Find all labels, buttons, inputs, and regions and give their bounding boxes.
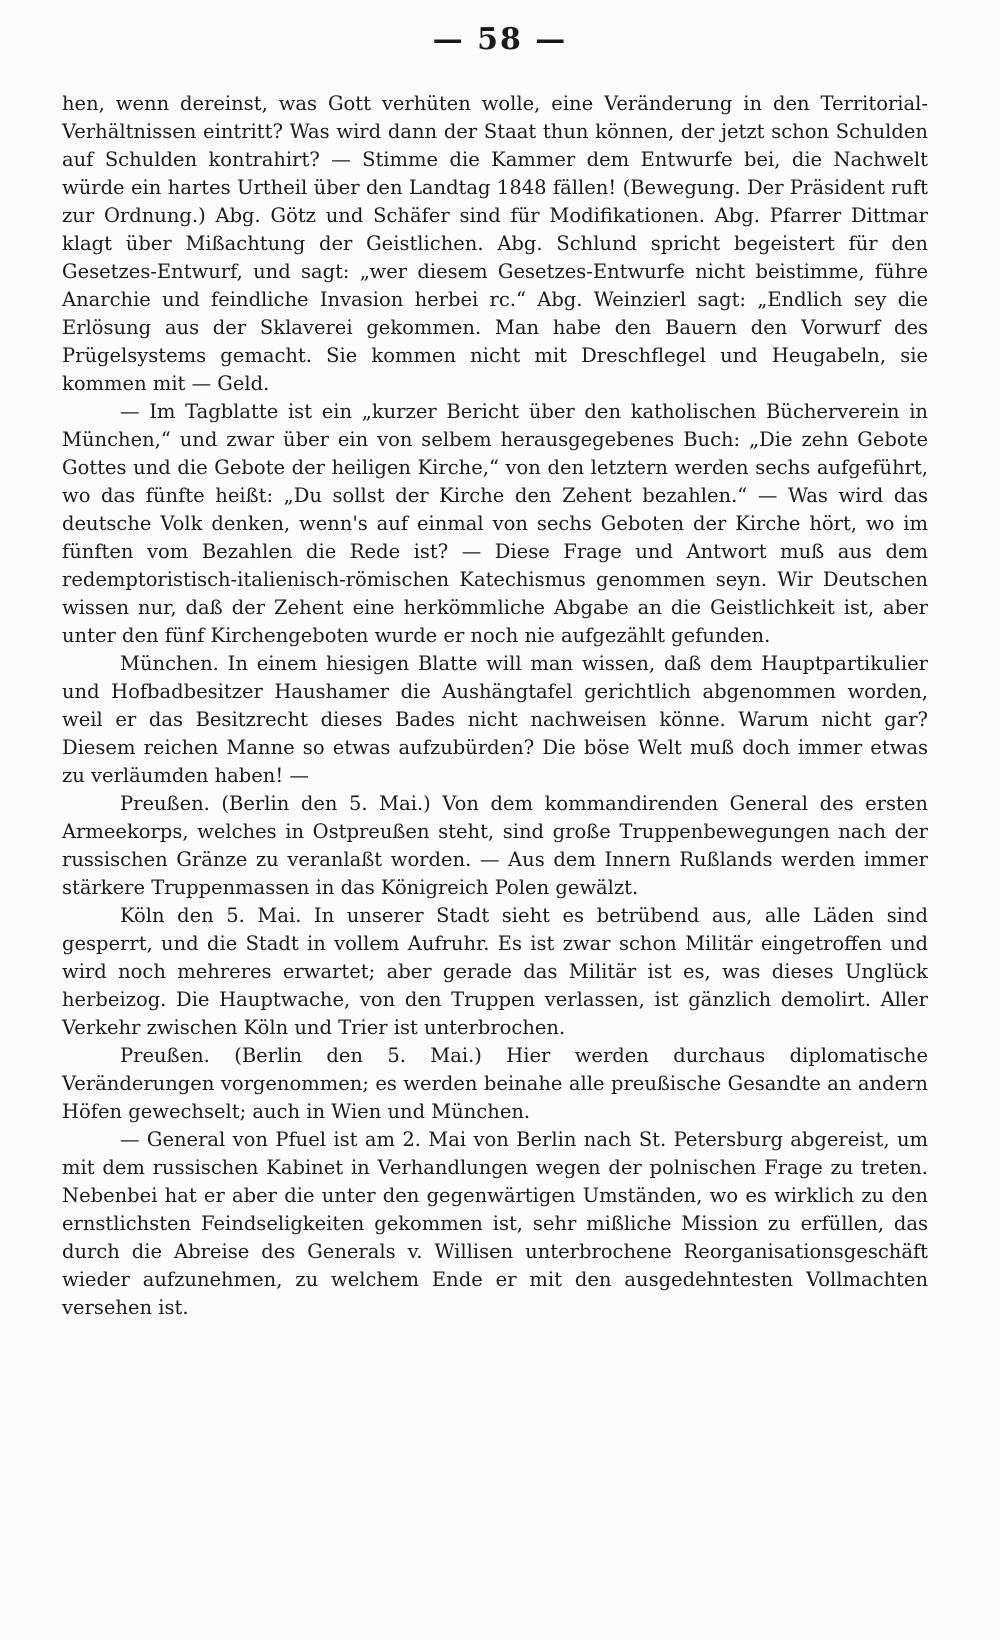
paragraph-preussen-troops: Preußen. (Berlin den 5. Mai.) Von dem kommandirenden General des ersten Armeekorps, welches in Ostpreußen steht, sind große Truppenbewegungen nach der russischen Gränze zu veranlaßt worden. — Aus dem Innern Rußlands werden immer stärkere Truppenmassen in das Königreich Polen gewälzt. xyxy=(62,792,928,899)
paragraph-landtag-debate: hen, wenn dereinst, was Gott verhüten wolle, eine Veränderung in den Territorial-Verhältnissen eintritt? Was wird dann der Staat thun können, der jetzt schon Schulden auf Schulden kontrahirt? — Stimme die Kammer dem Entwurfe bei, die Nachwelt würde ein hartes Urtheil über den Landtag 1848 fällen! (Bewegung. Der Präsident ruft zur Ordnung.) Abg. Götz und Schäfer sind für Modifikationen. Abg. Pfarrer Dittmar klagt über Mißachtung der Geistlichen. Abg. Schlund spricht begeistert für den Gesetzes-Entwurf, und sagt: „wer diesem Gesetzes-Entwurfe nicht beistimme, führe Anarchie und feindliche Invasion herbei rc.“ Abg. Weinzierl sagt: „Endlich sey die Erlösung aus der Sklaverei gekommen. Man habe den Bauern den Vorwurf des Prügelsystems gemacht. Sie kommen nicht mit Dreschflegel und Heugabeln, sie kommen mit — Geld. xyxy=(62,92,928,395)
paragraph-tagblatt-report: — Im Tagblatte ist ein „kurzer Bericht über den katholischen Bücherverein in München,“ und zwar über ein von selbem herausgegebenes Buch: „Die zehn Gebote Gottes und die Gebote der heiligen Kirche,“ von den letztern werden sechs aufgeführt, wo das fünfte heißt: „Du sollst der Kirche den Zehent bezahlen.“ — Was wird das deutsche Volk denken, wenn's auf einmal von sechs Geboten der Kirche hört, wo im fünften vom Bezahlen die Rede ist? — Diese Frage und Antwort muß aus dem redemptoristisch-italienisch-römischen Katechismus genommen seyn. Wir Deutschen wissen nur, daß der Zehent eine herkömmliche Abgabe an die Geistlichkeit ist, aber unter den fünf Kirchengeboten wurde er noch nie aufgezählt gefunden. xyxy=(62,400,928,647)
paragraph-preussen-diplomacy: Preußen. (Berlin den 5. Mai.) Hier werden durchaus diplomatische Veränderungen vorgenommen; es werden beinahe alle preußische Gesandte an andern Höfen gewechselt; auch in Wien und München. xyxy=(62,1044,928,1123)
article-body xyxy=(62,90,928,1322)
paragraph-muenchen: München. In einem hiesigen Blatte will man wissen, daß dem Hauptpartikulier und Hofbadbesitzer Haushamer die Aushängtafel gerichtlich abgenommen worden, weil er das Besitzrecht dieses Bades nicht nachweisen könne. Warum nicht gar? Diesem reichen Manne so etwas aufzubürden? Die böse Welt muß doch immer etwas zu verläumden haben! — xyxy=(62,652,928,787)
paragraph-general-pfuel: — General von Pfuel ist am 2. Mai von Berlin nach St. Petersburg abgereist, um mit dem russischen Kabinet in Verhandlungen wegen der polnischen Frage zu treten. Nebenbei hat er aber die unter den gegenwärtigen Umständen, wo es wirklich zu den ernstlichsten Feindseligkeiten gekommen ist, sehr mißliche Mission zu erfüllen, das durch die Abreise des Generals v. Willisen unterbrochene Reorganisationsgeschäft wieder aufzunehmen, zu welchem Ende er mit den ausgedehntesten Vollmachten versehen ist. xyxy=(62,1128,928,1319)
paragraph-koeln: Köln den 5. Mai. In unserer Stadt sieht es betrübend aus, alle Läden sind gesperrt, und die Stadt in vollem Aufruhr. Es ist zwar schon Militär eingetroffen und wird noch mehreres erwartet; aber gerade das Militär ist es, was dieses Unglück herbeizog. Die Hauptwache, von den Truppen verlassen, ist gänzlich demolirt. Aller Verkehr zwischen Köln und Trier ist unterbrochen. xyxy=(62,904,928,1039)
page-number: — 58 — xyxy=(432,22,568,57)
